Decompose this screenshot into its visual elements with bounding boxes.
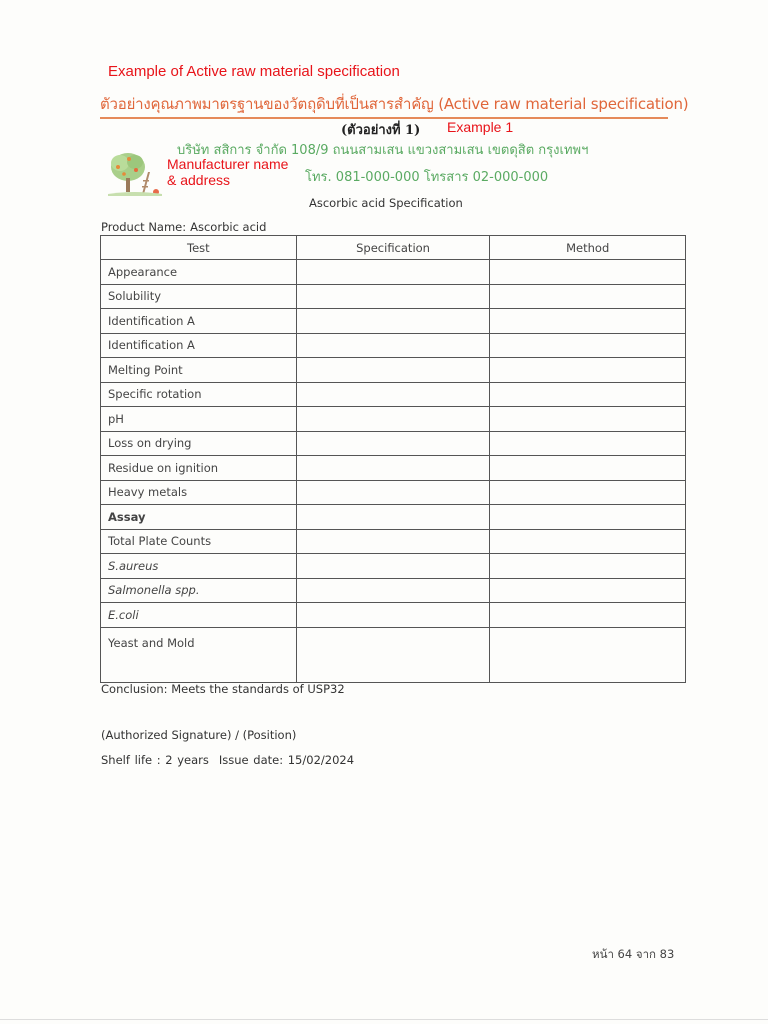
method-cell: [490, 284, 686, 309]
table-row: [101, 578, 686, 603]
conclusion: Conclusion: Meets the standards of USP32: [101, 682, 345, 696]
product-value: Ascorbic acid: [190, 220, 267, 234]
test-cell: Melting Point: [101, 358, 297, 383]
annotation-manufacturer-line1: Manufacturer name: [167, 156, 289, 172]
thai-heading: ตัวอย่างคุณภาพมาตรฐานของวัตถุดิบที่เป็นสารสำคัญ (Active raw material specification): [100, 92, 668, 119]
spec-cell: [296, 358, 490, 383]
test-cell: Residue on ignition: [101, 456, 297, 481]
method-cell: [490, 358, 686, 383]
table-row: [101, 456, 686, 481]
spec-cell: [296, 505, 490, 530]
spec-cell: [296, 260, 490, 285]
method-cell: [490, 480, 686, 505]
table-row: [101, 382, 686, 407]
issue-date: Issue date: 15/02/2024: [218, 753, 355, 767]
table-row: [101, 554, 686, 579]
table-header-row: [101, 236, 686, 260]
test-cell: Salmonella spp.: [101, 578, 297, 603]
test-cell: Total Plate Counts: [101, 529, 297, 554]
annotation-manufacturer-line2: & address: [167, 172, 231, 188]
table-row: [101, 627, 686, 682]
company-phone: โทร. 081-000-000 โทรสาร 02-000-000: [305, 170, 549, 185]
table-row: [101, 603, 686, 628]
spec-cell: [296, 333, 490, 358]
annotation-manufacturer: [167, 156, 288, 188]
page-bottom-edge: [0, 1019, 768, 1020]
spec-cell: [296, 480, 490, 505]
spec-cell: [296, 627, 490, 682]
tree-logo-icon: [104, 150, 166, 198]
method-cell: [490, 578, 686, 603]
test-cell: Identification A: [101, 333, 297, 358]
method-cell: [490, 431, 686, 456]
annotation-title: Example of Active raw material specification: [108, 63, 400, 80]
table-row: [101, 333, 686, 358]
authorized-signature: (Authorized Signature) / (Position): [101, 728, 297, 742]
test-cell: Assay: [101, 505, 297, 530]
spec-cell: [296, 431, 490, 456]
test-cell: Loss on drying: [101, 431, 297, 456]
page-number: หน้า 64 จาก 83: [592, 947, 675, 961]
example-number: (ตัวอย่างที่ 1): [341, 123, 421, 138]
method-cell: [490, 627, 686, 682]
table-row: [101, 407, 686, 432]
spec-cell: [296, 309, 490, 334]
method-cell: [490, 554, 686, 579]
company-address: บริษัท สสิการ จำกัด 108/9 ถนนสามเสน แขวงสามเสน เขตดุสิต กรุงเทพฯ: [177, 143, 589, 158]
method-cell: [490, 603, 686, 628]
spec-title: Ascorbic acid Specification: [309, 196, 463, 210]
spec-cell: [296, 554, 490, 579]
method-cell: [490, 456, 686, 481]
spec-cell: [296, 529, 490, 554]
specification-table: [100, 235, 686, 683]
header-method: Method: [490, 236, 686, 260]
test-cell: Specific rotation: [101, 382, 297, 407]
table-row: [101, 260, 686, 285]
tree-logo-icon: [108, 153, 162, 196]
method-cell: [490, 309, 686, 334]
table-row: [101, 358, 686, 383]
spec-cell: [296, 284, 490, 309]
method-cell: [490, 333, 686, 358]
table-row: [101, 431, 686, 456]
shelf-life-line: [101, 753, 354, 767]
table-row: [101, 284, 686, 309]
test-cell: Appearance: [101, 260, 297, 285]
method-cell: [490, 260, 686, 285]
test-cell: Solubility: [101, 284, 297, 309]
product-label: Product Name:: [101, 220, 187, 234]
header-specification: Specification: [296, 236, 490, 260]
annotation-example: Example 1: [447, 119, 514, 135]
test-cell: Heavy metals: [101, 480, 297, 505]
table-row: [101, 309, 686, 334]
test-cell: S.aureus: [101, 554, 297, 579]
method-cell: [490, 382, 686, 407]
product-name: [101, 220, 266, 234]
method-cell: [490, 407, 686, 432]
method-cell: [490, 529, 686, 554]
spec-cell: [296, 603, 490, 628]
header-test: Test: [101, 236, 297, 260]
table-row: [101, 480, 686, 505]
method-cell: [490, 505, 686, 530]
spec-cell: [296, 456, 490, 481]
table-row: [101, 505, 686, 530]
spec-cell: [296, 382, 490, 407]
test-cell: pH: [101, 407, 297, 432]
test-cell: Yeast and Mold: [101, 627, 297, 682]
test-cell: E.coli: [101, 603, 297, 628]
table-row: [101, 529, 686, 554]
shelf-life: Shelf life : 2 years: [101, 753, 209, 767]
spec-cell: [296, 578, 490, 603]
test-cell: Identification A: [101, 309, 297, 334]
spec-cell: [296, 407, 490, 432]
